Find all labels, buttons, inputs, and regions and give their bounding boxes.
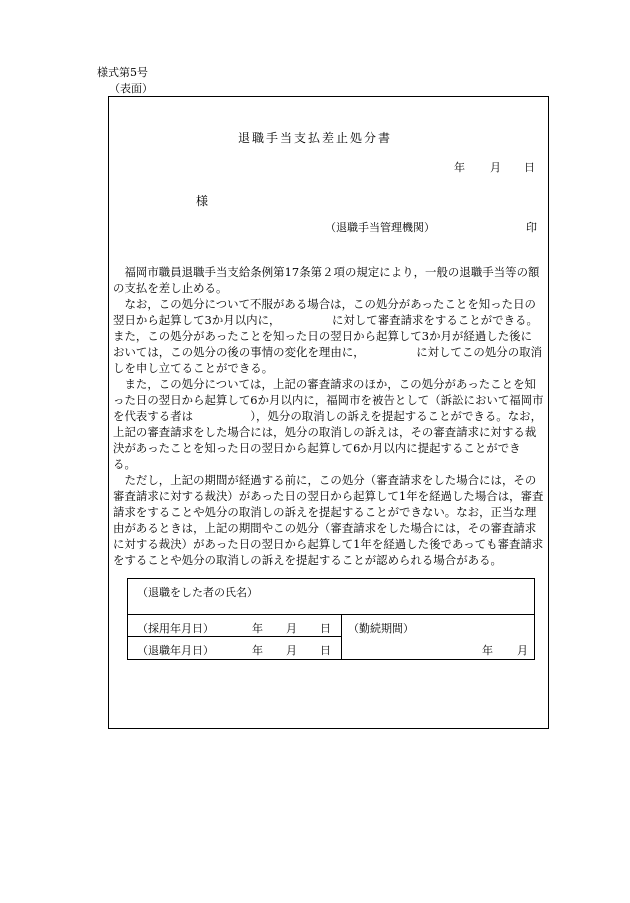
body-line: なお，この処分について不服がある場合は，この処分があったことを知った日の: [113, 297, 536, 311]
body-line: おいては，この処分の後の事情の変化を理由に， に対してこの処分の取消: [113, 345, 543, 359]
body-line: の支払を差し止める。: [113, 281, 228, 295]
side-label: （表面）: [109, 82, 153, 95]
body-line: ただし，上記の期間が経過する前に，この処分（審査請求をした場合には，その: [113, 473, 537, 487]
body-line: 審査請求に対する裁決）があった日の翌日から起算して1年を経過した場合は，審査: [113, 489, 544, 503]
body-line: 翌日から起算して3か月以内に， に対して審査請求をすることができる。: [113, 313, 538, 327]
body-line: る。: [113, 457, 136, 471]
service-month-unit: 月: [517, 644, 528, 657]
hire-day-unit: 日: [320, 622, 331, 635]
retiree-name-label: （退職をした者の氏名）: [137, 586, 258, 599]
body-line: った日の翌日から起算して6か月以内に，福岡市を被告として（訴訟において福岡市: [113, 393, 544, 407]
body-line: 請求をすることや処分の取消しの訴えを提起することができない。なお，正当な理: [113, 505, 537, 519]
retire-year-unit: 年: [252, 644, 263, 657]
body-line: 福岡市職員退職手当支給条例第17条第２項の規定により，一般の退職手当等の額: [113, 265, 540, 279]
retire-day-unit: 日: [320, 644, 331, 657]
seal-mark: 印: [526, 221, 537, 234]
hire-month-unit: 月: [286, 622, 297, 635]
body-line: をすることや処分の取消しの訴えを提起することが認められる場合がある。: [113, 553, 502, 567]
retire-month-unit: 月: [286, 644, 297, 657]
body-line: また，この処分があったことを知った日の翌日から起算して3か月が経過した後に: [113, 329, 533, 343]
retire-date-label: （退職年月日）: [137, 644, 214, 657]
table-divider: [341, 614, 342, 659]
body-line: しを申し立てることができる。: [113, 361, 274, 375]
hire-date-label: （採用年月日）: [137, 622, 214, 635]
hire-year-unit: 年: [252, 622, 263, 635]
body-line: また，この処分については，上記の審査請求のほか，この処分があったことを知: [113, 377, 536, 391]
body-line: を代表する者は ），処分の取消しの訴えを提起することができる。なお，: [113, 409, 543, 423]
issuing-agency: （退職手当管理機関）: [325, 221, 435, 234]
service-year-unit: 年: [482, 644, 493, 657]
date-day: 日: [524, 161, 535, 174]
body-line: 上記の審査請求をした場合には，処分の取消しの訴えは，その審査請求に対する裁: [113, 425, 537, 439]
body-line: 決があったことを知った日の翌日から起算して6か月以内に提起することができ: [113, 441, 521, 455]
date-year: 年: [454, 161, 465, 174]
addressee-honorific: 様: [196, 194, 209, 208]
table-divider: [128, 614, 534, 615]
document-title: 退職手当支払差止処分書: [237, 131, 392, 145]
form-number: 様式第5号: [97, 66, 148, 79]
body-line: 由があるときは，上記の期間やこの処分（審査請求をした場合には，その審査請求: [113, 521, 537, 535]
service-period-label: （勤続期間）: [348, 622, 414, 635]
date-month: 月: [490, 161, 501, 174]
body-line: に対する裁決）があった日の翌日から起算して1年を経過した後であっても審査請求: [113, 537, 544, 551]
table-divider: [128, 636, 342, 637]
